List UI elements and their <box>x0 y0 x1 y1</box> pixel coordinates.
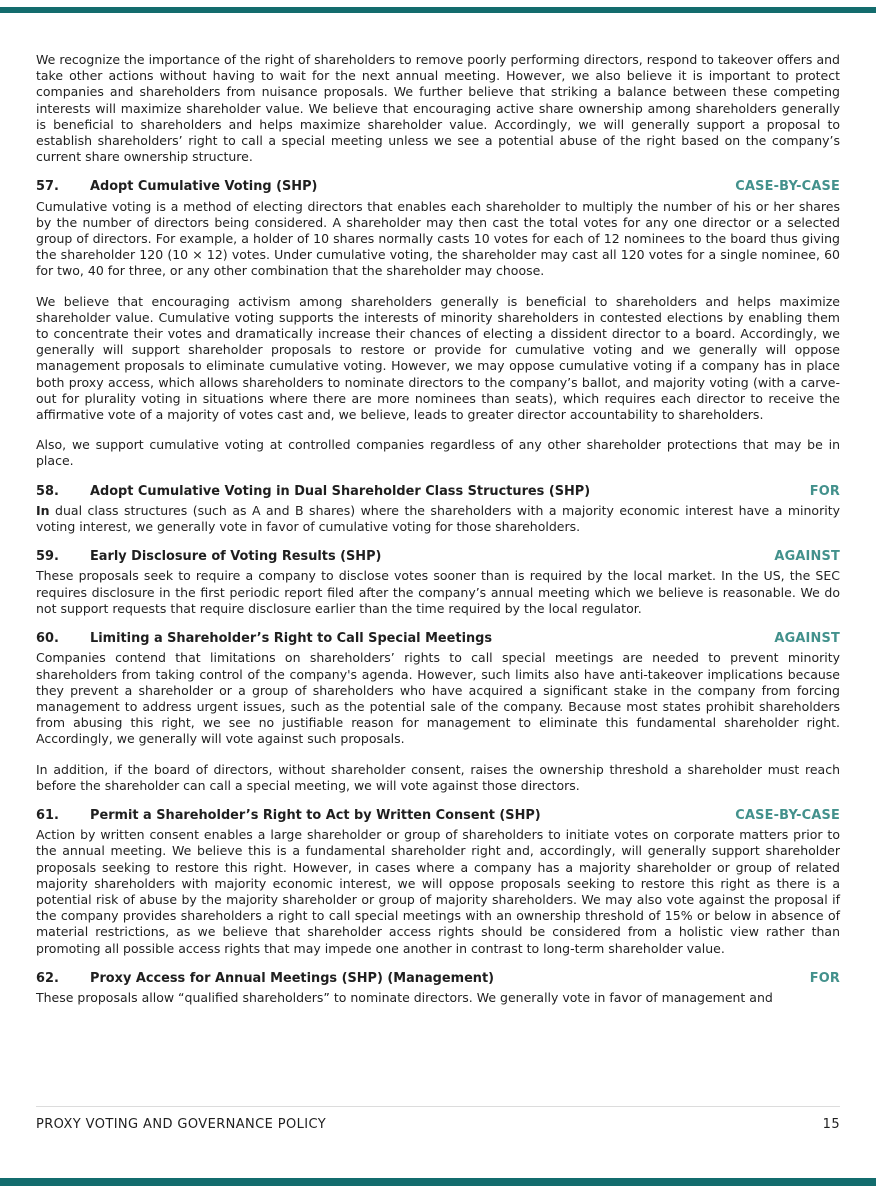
bottom-accent-bar <box>0 1178 876 1186</box>
section-58 <box>36 484 840 536</box>
section-title: Permit a Shareholder’s Right to Act by Written Consent (SHP) <box>90 807 541 823</box>
intro-paragraph: We recognize the importance of the right of shareholders to remove poorly performing directors, respond to takeover offers and take other actions without having to wait for the next annual meeting. However, we also believe it is important to protect companies and shareholders from nuisance proposals. We further believe that striking a balance between these competing interests will maximize shareholder value. We believe that encouraging active share ownership among shareholders generally is beneficial to shareholders and helps maximize shareholder value. Accordingly, we will generally support a proposal to establish shareholders’ right to call a special meeting unless we see a potential abuse of the right based on the company’s current share ownership structure. <box>36 52 840 165</box>
footer-title: PROXY VOTING AND GOVERNANCE POLICY <box>36 1117 327 1132</box>
section-60 <box>36 631 840 794</box>
section-61 <box>36 808 840 957</box>
section-number: 61. <box>36 807 59 823</box>
section-heading <box>36 179 840 195</box>
vote-recommendation: FOR <box>809 970 840 986</box>
lead-word: In <box>36 502 50 518</box>
vote-recommendation: AGAINST <box>774 549 840 565</box>
page-footer <box>36 1106 840 1132</box>
section-number: 59. <box>36 549 59 565</box>
section-title: Adopt Cumulative Voting in Dual Shareholder Class Structures (SHP) <box>90 483 591 499</box>
section-paragraph: In addition, if the board of directors, without shareholder consent, raises the ownership threshold a shareholder must reach before the shareholder can call a special meeting, we will vote against those directors. <box>36 761 840 793</box>
section-62 <box>36 971 840 1006</box>
section-paragraph <box>36 503 840 535</box>
section-paragraph: These proposals allow “qualified shareholders” to nominate directors. We generally vote in favor of management and <box>36 989 773 1005</box>
section-number: 57. <box>36 179 59 195</box>
section-heading <box>36 808 840 824</box>
page-content <box>36 52 840 1020</box>
section-paragraph: Action by written consent enables a large shareholder or group of shareholders to initiate votes on corporate matters prior to the annual meeting. We believe this is a fundamental shareholder right and, accordingly, will generally support shareholder proposals seeking to restore this right. However, in cases where a company has a majority shareholder or group of related majority shareholders with majority economic interest, we will oppose proposals seeking to restore this right as there is a potential risk of abuse by the majority shareholder or group of majority shareholders. We may also vote against the proposal if the company provides shareholders a right to call special meetings with an ownership threshold of 15% or below in absence of material restrictions, as we believe that shareholder access rights should be considered from a holistic view rather than promoting all possible access rights that may impede one another in contrast to long-term shareholder value. <box>36 827 840 956</box>
section-number: 58. <box>36 483 59 499</box>
vote-recommendation: FOR <box>809 483 840 499</box>
vote-recommendation: CASE-BY-CASE <box>735 179 840 195</box>
section-57 <box>36 179 840 469</box>
section-title: Early Disclosure of Voting Results (SHP) <box>90 549 382 565</box>
section-paragraph: Cumulative voting is a method of electing directors that enables each shareholder to multiply the number of his or her shares by the number of directors being considered. A shareholder may then cast the total votes for any one director or a selected group of directors. For example, a holder of 10 shares normally casts 10 votes for each of 12 nominees to the board thus giving the shareholder 120 (10 × 12) votes. Under cumulative voting, the shareholder may cast all 120 votes for a single nominee, 60 for two, 40 for three, or any other combination that the shareholder may choose. <box>36 198 840 279</box>
vote-recommendation: AGAINST <box>774 631 840 647</box>
section-title: Proxy Access for Annual Meetings (SHP) (Management) <box>90 970 495 986</box>
section-paragraph: These proposals seek to require a company to disclose votes sooner than is required by the local market. In the US, the SEC requires disclosure in the first periodic report filed after the company’s annual meeting which we believe is reasonable. We do not support requests that require disclosure earlier than the time required by the local regulator. <box>36 568 840 616</box>
section-paragraph: We believe that encouraging activism among shareholders generally is beneficial to shareholders and helps maximize shareholder value. Cumulative voting supports the interests of minority shareholders in contested elections by enabling them to concentrate their votes and dramatically increase their chances of electing a dissident director to a board. Accordingly, we generally will support shareholder proposals to restore or provide for cumulative voting and we generally will oppose management proposals to eliminate cumulative voting. However, we may oppose cumulative voting if a company has in place both proxy access, which allows shareholders to nominate directors to the company’s ballot, and majority voting (with a carve-out for plurality voting in situations where there are more nominees than seats), which requires each director to receive the affirmative vote of a majority of votes cast and, we believe, leads to greater director accountability to shareholders. <box>36 293 840 423</box>
vote-recommendation: CASE-BY-CASE <box>735 807 840 823</box>
section-59 <box>36 549 840 617</box>
section-paragraph: Companies contend that limitations on shareholders’ rights to call special meetings are needed to prevent minority shareholders from taking control of the company's agenda. However, such limits also have anti-takeover implications because they prevent a shareholder or a group of shareholders who have acquired a significant stake in the company from forcing management to address urgent issues, such as the potential sale of the company. Because most states prohibit shareholders from abusing this right, we see no justifiable reason for management to eliminate this fundamental shareholder right. Accordingly, we generally will vote against such proposals. <box>36 650 840 747</box>
top-accent-bar <box>0 7 876 13</box>
section-heading <box>36 549 840 565</box>
paragraph-text: dual class structures (such as A and B shares) where the shareholders with a majority economic interest have a minority voting interest, we generally vote in favor of cumulative voting for those shareholders. <box>36 502 840 535</box>
section-number: 60. <box>36 631 59 647</box>
section-title: Adopt Cumulative Voting (SHP) <box>90 179 318 195</box>
section-heading <box>36 484 840 500</box>
section-number: 62. <box>36 970 59 986</box>
section-heading <box>36 971 840 987</box>
section-heading <box>36 631 840 647</box>
footer-page-number: 15 <box>822 1117 840 1132</box>
section-paragraph: Also, we support cumulative voting at controlled companies regardless of any other shareholder protections that may be in place. <box>36 437 840 469</box>
section-title: Limiting a Shareholder’s Right to Call Special Meetings <box>90 631 493 647</box>
